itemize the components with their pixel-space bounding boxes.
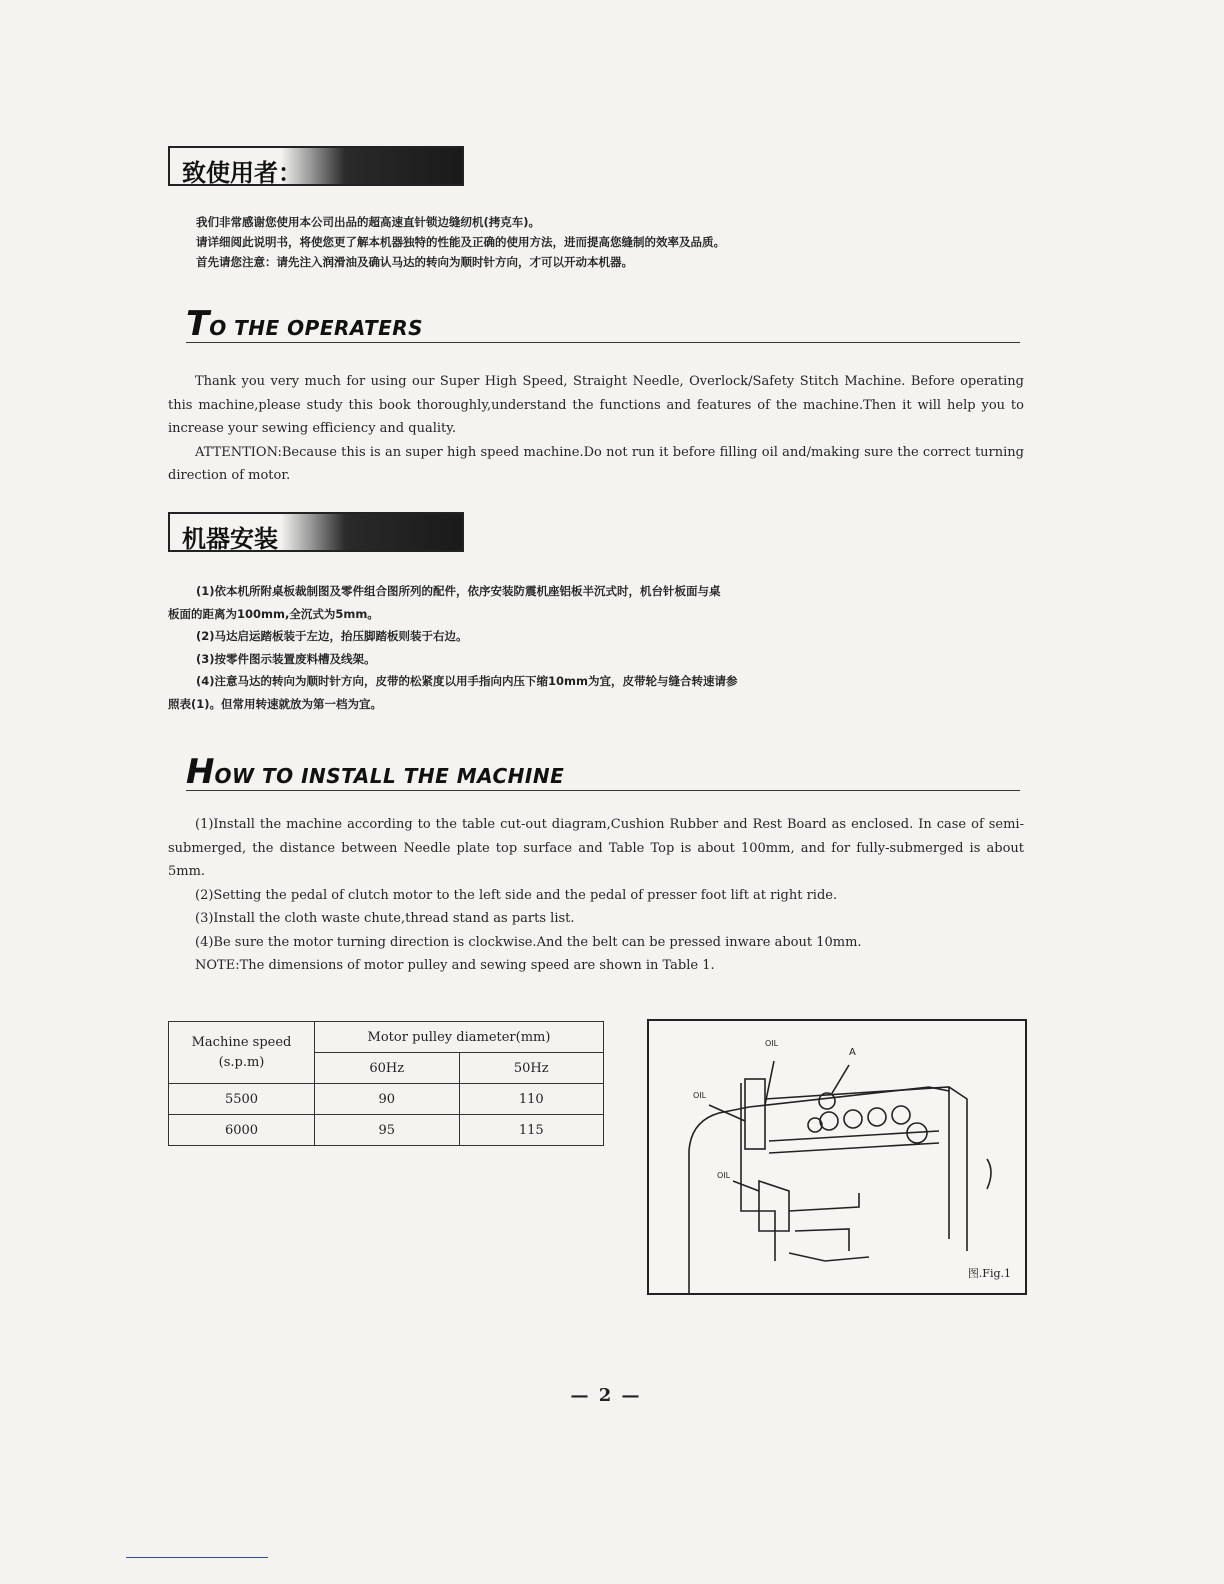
en-install-paragraph	[168, 813, 1024, 978]
cn-install-line: 板面的距离为100mm,全沉式为5mm。	[168, 606, 379, 621]
machine-cover-line	[769, 1131, 939, 1141]
hz50-header: 50Hz	[459, 1053, 604, 1084]
en-install-step-2: (2)Setting the pedal of clutch motor to the left side and the pedal of presser foot lift at right ride.	[195, 887, 838, 903]
en-install-step-1: (1)Install the machine according to the table cut-out diagram,Cushion Rubber and Rest Board as enclosed. In case of semi-submerged, the distance between Needle plate top surface and Table Top is about 100mm, and for fully-submerged is about 5mm.	[168, 817, 1024, 879]
cn-heading-install	[168, 512, 464, 552]
table-cell-60hz: 90	[315, 1084, 460, 1115]
machine-bed-outline	[689, 1107, 749, 1293]
bracket-mark	[987, 1159, 991, 1189]
machine-speed-header-line1: Machine speed	[191, 1034, 292, 1050]
en-heading-install	[186, 754, 1020, 791]
en-heading-rest: O THE OPERATERS	[209, 316, 424, 340]
cn-heading-users-text: 致使用者：	[182, 159, 302, 187]
machine-top-edge	[749, 1087, 949, 1107]
table-header-row	[169, 1022, 604, 1053]
point-a-callout: A	[849, 1047, 856, 1058]
cn-install-line: (3)按零件图示装置废料槽及线架。	[196, 651, 376, 666]
cn-intro-line: 请详细阅此说明书，将使您更了解本机器独特的性能及正确的使用方法，进而提高您缝制的效率及品质。	[196, 235, 725, 249]
en-intro-text: Thank you very much for using our Super High Speed, Straight Needle, Overlock/Safety Stitch Machine. Before operating this machine,please study this book thoroughly,understand the functions and features of the machine.Then it will help you to increase your sewing efficiency and quality.	[168, 374, 1024, 436]
tension-disc	[820, 1112, 838, 1130]
en-install-step-3: (3)Install the cloth waste chute,thread stand as parts list.	[195, 911, 575, 926]
scan-artifact-line	[126, 1557, 268, 1558]
figure-caption: 图.Fig.1	[967, 1267, 1011, 1280]
cn-install-line: (1)依本机所附桌板裁制图及零件组合图所列的配件，依序安装防震机座铝板半沉式时，机台针板面与桌	[196, 584, 721, 598]
needle-plate	[789, 1193, 859, 1211]
en-intro-paragraph	[168, 370, 1024, 488]
pulley-diameter-header: Motor pulley diameter(mm)	[315, 1022, 604, 1053]
cn-install-line: 照表(1)。但常用转速就放为第一档为宜。	[168, 696, 383, 711]
cn-heading-users	[168, 146, 464, 186]
en-heading-initial: H	[186, 752, 215, 792]
machine-speed-header	[169, 1022, 315, 1084]
table-row	[169, 1115, 604, 1146]
en-heading-operators	[186, 306, 1020, 343]
cn-intro-line: 首先请您注意：请先注入润滑油及确认马达的转向为顺时针方向，才可以开动本机器。	[196, 255, 633, 269]
presser-foot	[759, 1181, 789, 1231]
table-cell-60hz: 95	[315, 1115, 460, 1146]
cloth-plate	[795, 1229, 849, 1251]
tension-disc	[808, 1118, 822, 1132]
machine-speed-header-line2: (s.p.m)	[218, 1054, 265, 1070]
cn-heading-install-text: 机器安装	[182, 525, 278, 553]
machine-head	[765, 1087, 967, 1251]
machine-illustration	[649, 1021, 1025, 1293]
oil-leader-bottom	[733, 1181, 759, 1191]
oil-callout-left: OIL	[693, 1091, 707, 1100]
en-attention-text: ATTENTION:Because this is an super high speed machine.Do not run it before filling oil and/making sure the correct turning direction of motor.	[168, 444, 1024, 483]
knee-lifter	[789, 1253, 869, 1261]
tension-disc	[868, 1108, 886, 1126]
en-heading-rest: OW TO INSTALL THE MACHINE	[214, 764, 565, 788]
cn-intro-line: 我们非常感谢您使用本公司出品的超高速直针锁边缝纫机(拷克车)。	[196, 215, 541, 229]
en-install-note: NOTE:The dimensions of motor pulley and sewing speed are shown in Table 1.	[195, 958, 715, 973]
pulley-speed-table	[168, 1021, 604, 1146]
machine-arm	[741, 1083, 775, 1261]
en-install-step-4: (4)Be sure the motor turning direction is clockwise.And the belt can be pressed inware about 10mm.	[195, 934, 862, 950]
table-row	[169, 1084, 604, 1115]
cn-install-paragraph	[168, 580, 1026, 715]
table-cell-speed: 6000	[169, 1115, 315, 1146]
figure-machine-oiling	[647, 1019, 1027, 1295]
hz60-header: 60Hz	[315, 1053, 460, 1084]
cn-install-line: (2)马达启运踏板装于左边，抬压脚踏板则装于右边。	[196, 629, 468, 643]
table-cell-speed: 5500	[169, 1084, 315, 1115]
table-cell-50hz: 115	[459, 1115, 604, 1146]
en-heading-initial: T	[186, 304, 210, 344]
oil-leader-left	[709, 1105, 745, 1121]
cn-intro-paragraph	[196, 212, 1026, 272]
cn-install-line: (4)注意马达的转向为顺时针方向，皮带的松紧度以用手指向内压下缩10mm为宜，皮带轮与缝合转速请参	[196, 674, 738, 688]
machine-cover-line	[769, 1143, 939, 1153]
table-cell-50hz: 110	[459, 1084, 604, 1115]
needle-bar-housing	[745, 1079, 765, 1149]
tension-disc	[892, 1106, 910, 1124]
oil-callout-top: OIL	[765, 1039, 779, 1048]
a-leader	[831, 1065, 849, 1095]
page-number: — 2 —	[570, 1385, 642, 1406]
tension-disc	[844, 1110, 862, 1128]
oil-callout-bottom: OIL	[717, 1171, 731, 1180]
